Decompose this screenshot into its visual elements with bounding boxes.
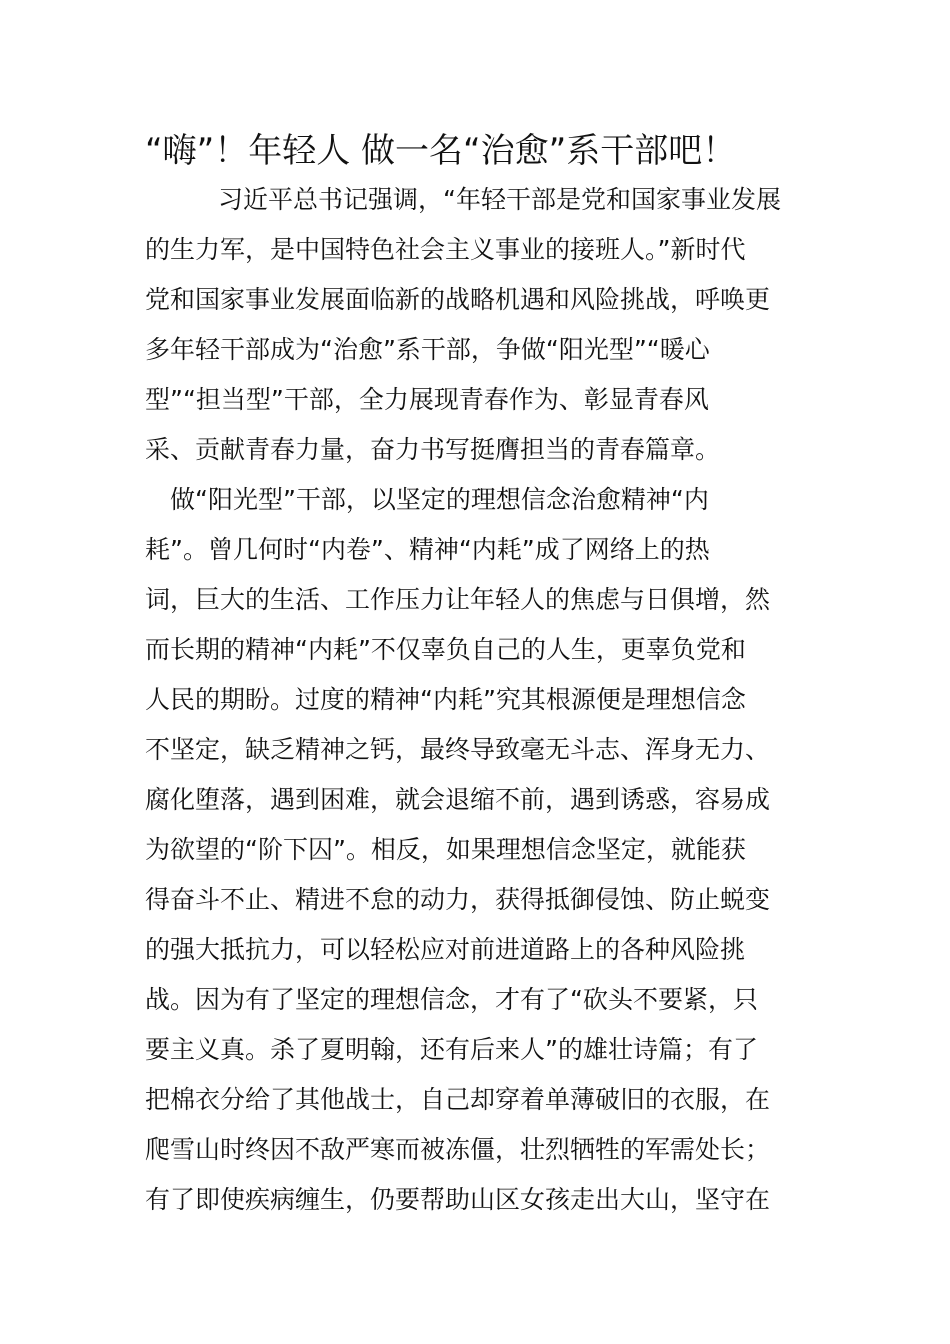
paragraph-line: 多年轻干部成为“治愈”系干部，争做“阳光型”“暖心 [145,335,710,364]
paragraph-line: 人民的期盼。过度的精神“内耗”究其根源便是理想信念 [145,685,746,714]
paragraph-line: 采、贡献青春力量，奋力书写挺膺担当的青春篇章。 [145,435,721,464]
paragraph-line: 战。因为有了坚定的理想信念，才有了“砍头不要紧，只 [145,985,758,1014]
paragraph-line: 词，巨大的生活、工作压力让年轻人的焦虑与日俱增，然 [145,585,771,614]
page-title: “嗨”！年轻人 做一名“治愈”系干部吧！ [145,131,737,171]
paragraph-line: 而长期的精神“内耗”不仅辜负自己的人生，更辜负党和 [145,635,746,664]
paragraph-line: 把棉衣分给了其他战士，自己却穿着单薄破旧的衣服，在 [145,1085,771,1114]
paragraph-line: 爬雪山时终因不敌严寒而被冻僵，壮烈牺牲的军需处长； [145,1135,771,1164]
paragraph-line: 为欲望的“阶下囚”。相反，如果理想信念坚定，就能获 [145,835,746,864]
paragraph-line: 的强大抵抗力，可以轻松应对前进道路上的各种风险挑 [145,935,746,964]
paragraph-line: 习近平总书记强调，“年轻干部是党和国家事业发展 [218,185,781,214]
paragraph-line: 腐化堕落，遇到困难，就会退缩不前，遇到诱惑，容易成 [145,785,771,814]
paragraph-line: 不坚定，缺乏精神之钙，最终导致毫无斗志、浑身无力、 [145,735,771,764]
paragraph-line: 的生力军，是中国特色社会主义事业的接班人。”新时代 [145,235,746,264]
paragraph-line: 做“阳光型”干部，以坚定的理想信念治愈精神“内 [170,485,709,514]
paragraph-line: 有了即使疾病缠生，仍要帮助山区女孩走出大山，坚守在 [145,1185,771,1214]
paragraph-line: 得奋斗不止、精进不怠的动力，获得抵御侵蚀、防止蜕变 [145,885,771,914]
paragraph-line: 耗”。曾几何时“内卷”、精神“内耗”成了网络上的热 [145,535,710,564]
paragraph-line: 型”“担当型”干部，全力展现青春作为、彰显青春风 [145,385,709,414]
paragraph-line: 党和国家事业发展面临新的战略机遇和风险挑战，呼唤更 [145,285,771,314]
paragraph-line: 要主义真。杀了夏明翰，还有后来人”的雄壮诗篇；有了 [145,1035,758,1064]
